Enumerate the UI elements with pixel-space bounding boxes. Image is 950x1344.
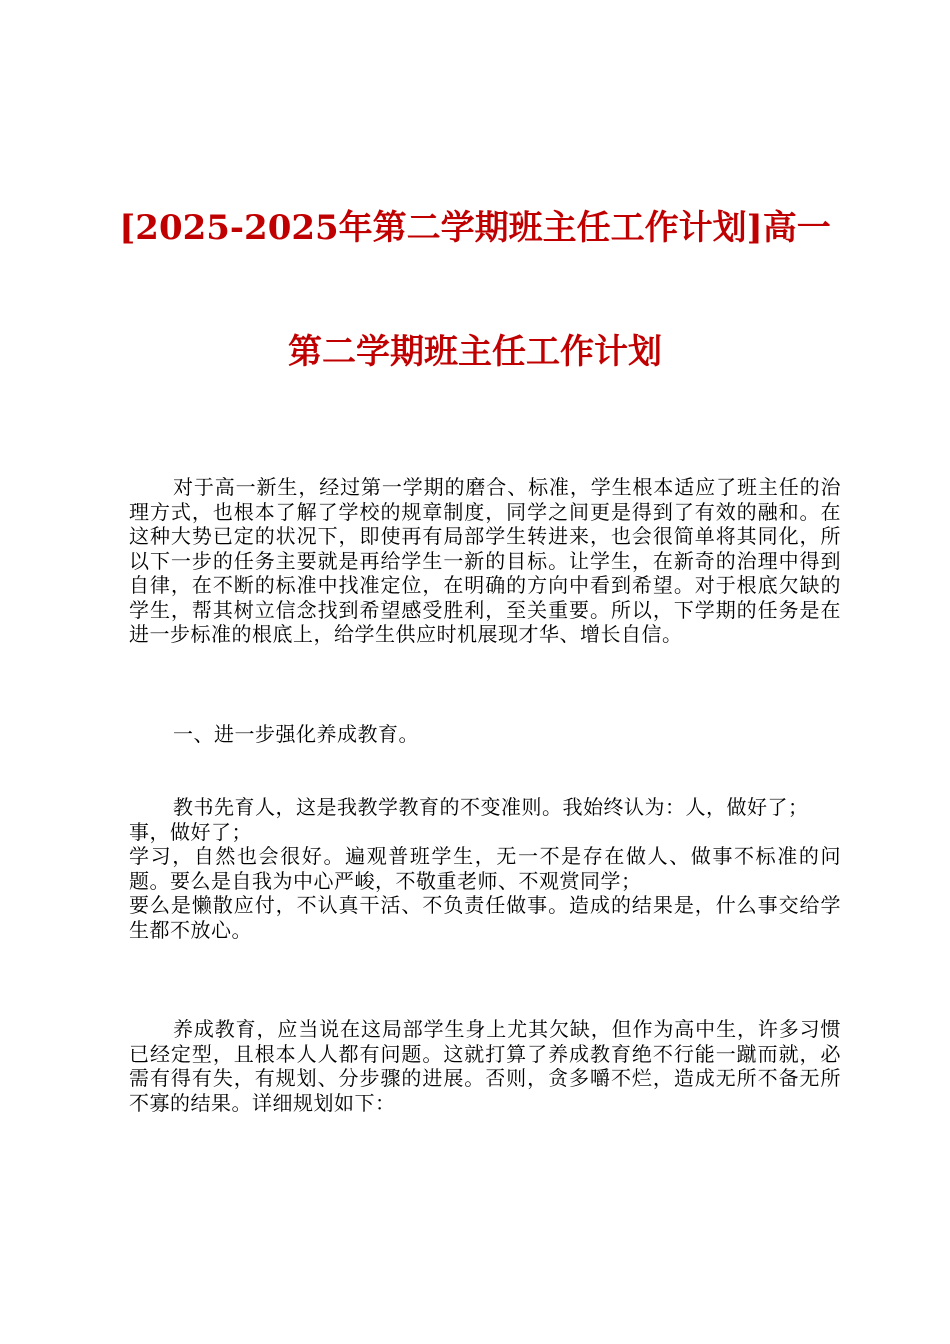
teaching-paragraph-line4: 要么是懒散应付，不认真干活、不负责任做事。造成的结果是，什么事交给学生都不放心。 bbox=[129, 893, 841, 942]
document-title-line1: [2025-2025年第二学期班主任工作计划]高一 bbox=[119, 208, 831, 248]
intro-paragraph: 对于高一新生，经过第一学期的磨合、标准，学生根本适应了班主任的治理方式，也根本了解了学校的规章制度，同学之间更是得到了有效的融和。在这种大势已定的状况下，即使再有局部学生转进来，也会很简单将其同化，所以下一步的任务主要就是再给学生一新的目标。让学生，在新奇的治理中得到自律，在不断的标准中找准定位，在明确的方向中看到希望。对于根底欠缺的学生，帮其树立信念找到希望感受胜利，至关重要。所以，下学期的任务是在进一步标准的根底上，给学生供应时机展现才华、增长自信。 bbox=[129, 475, 841, 646]
section-heading-block bbox=[129, 722, 841, 747]
document-title-line2: 第二学期班主任工作计划 bbox=[288, 332, 662, 372]
habit-paragraph-block bbox=[129, 1017, 841, 1115]
section-heading: 一、进一步强化养成教育。 bbox=[173, 722, 419, 746]
teaching-paragraph-line2: 事，做好了； bbox=[129, 819, 252, 844]
intro-paragraph-block bbox=[129, 475, 841, 647]
teaching-paragraph-line3: 学习，自然也会很好。遍观普班学生，无一不是存在做人、做事不标准的问题。要么是自我为中心严峻，不敬重老师、不观赏同学； bbox=[129, 844, 841, 893]
habit-paragraph: 养成教育，应当说在这局部学生身上尤其欠缺，但作为高中生，许多习惯已经定型，且根本人人都有问题。这就打算了养成教育绝不行能一蹴而就，必需有得有失，有规划、分步骤的进展。否则，贪多嚼不烂，造成无所不备无所不寡的结果。详细规划如下： bbox=[129, 1017, 841, 1115]
teaching-paragraph-block bbox=[129, 795, 841, 942]
teaching-paragraph-line1: 教书先育人，这是我教学教育的不变准则。我始终认为：人，做好了； bbox=[173, 795, 809, 819]
